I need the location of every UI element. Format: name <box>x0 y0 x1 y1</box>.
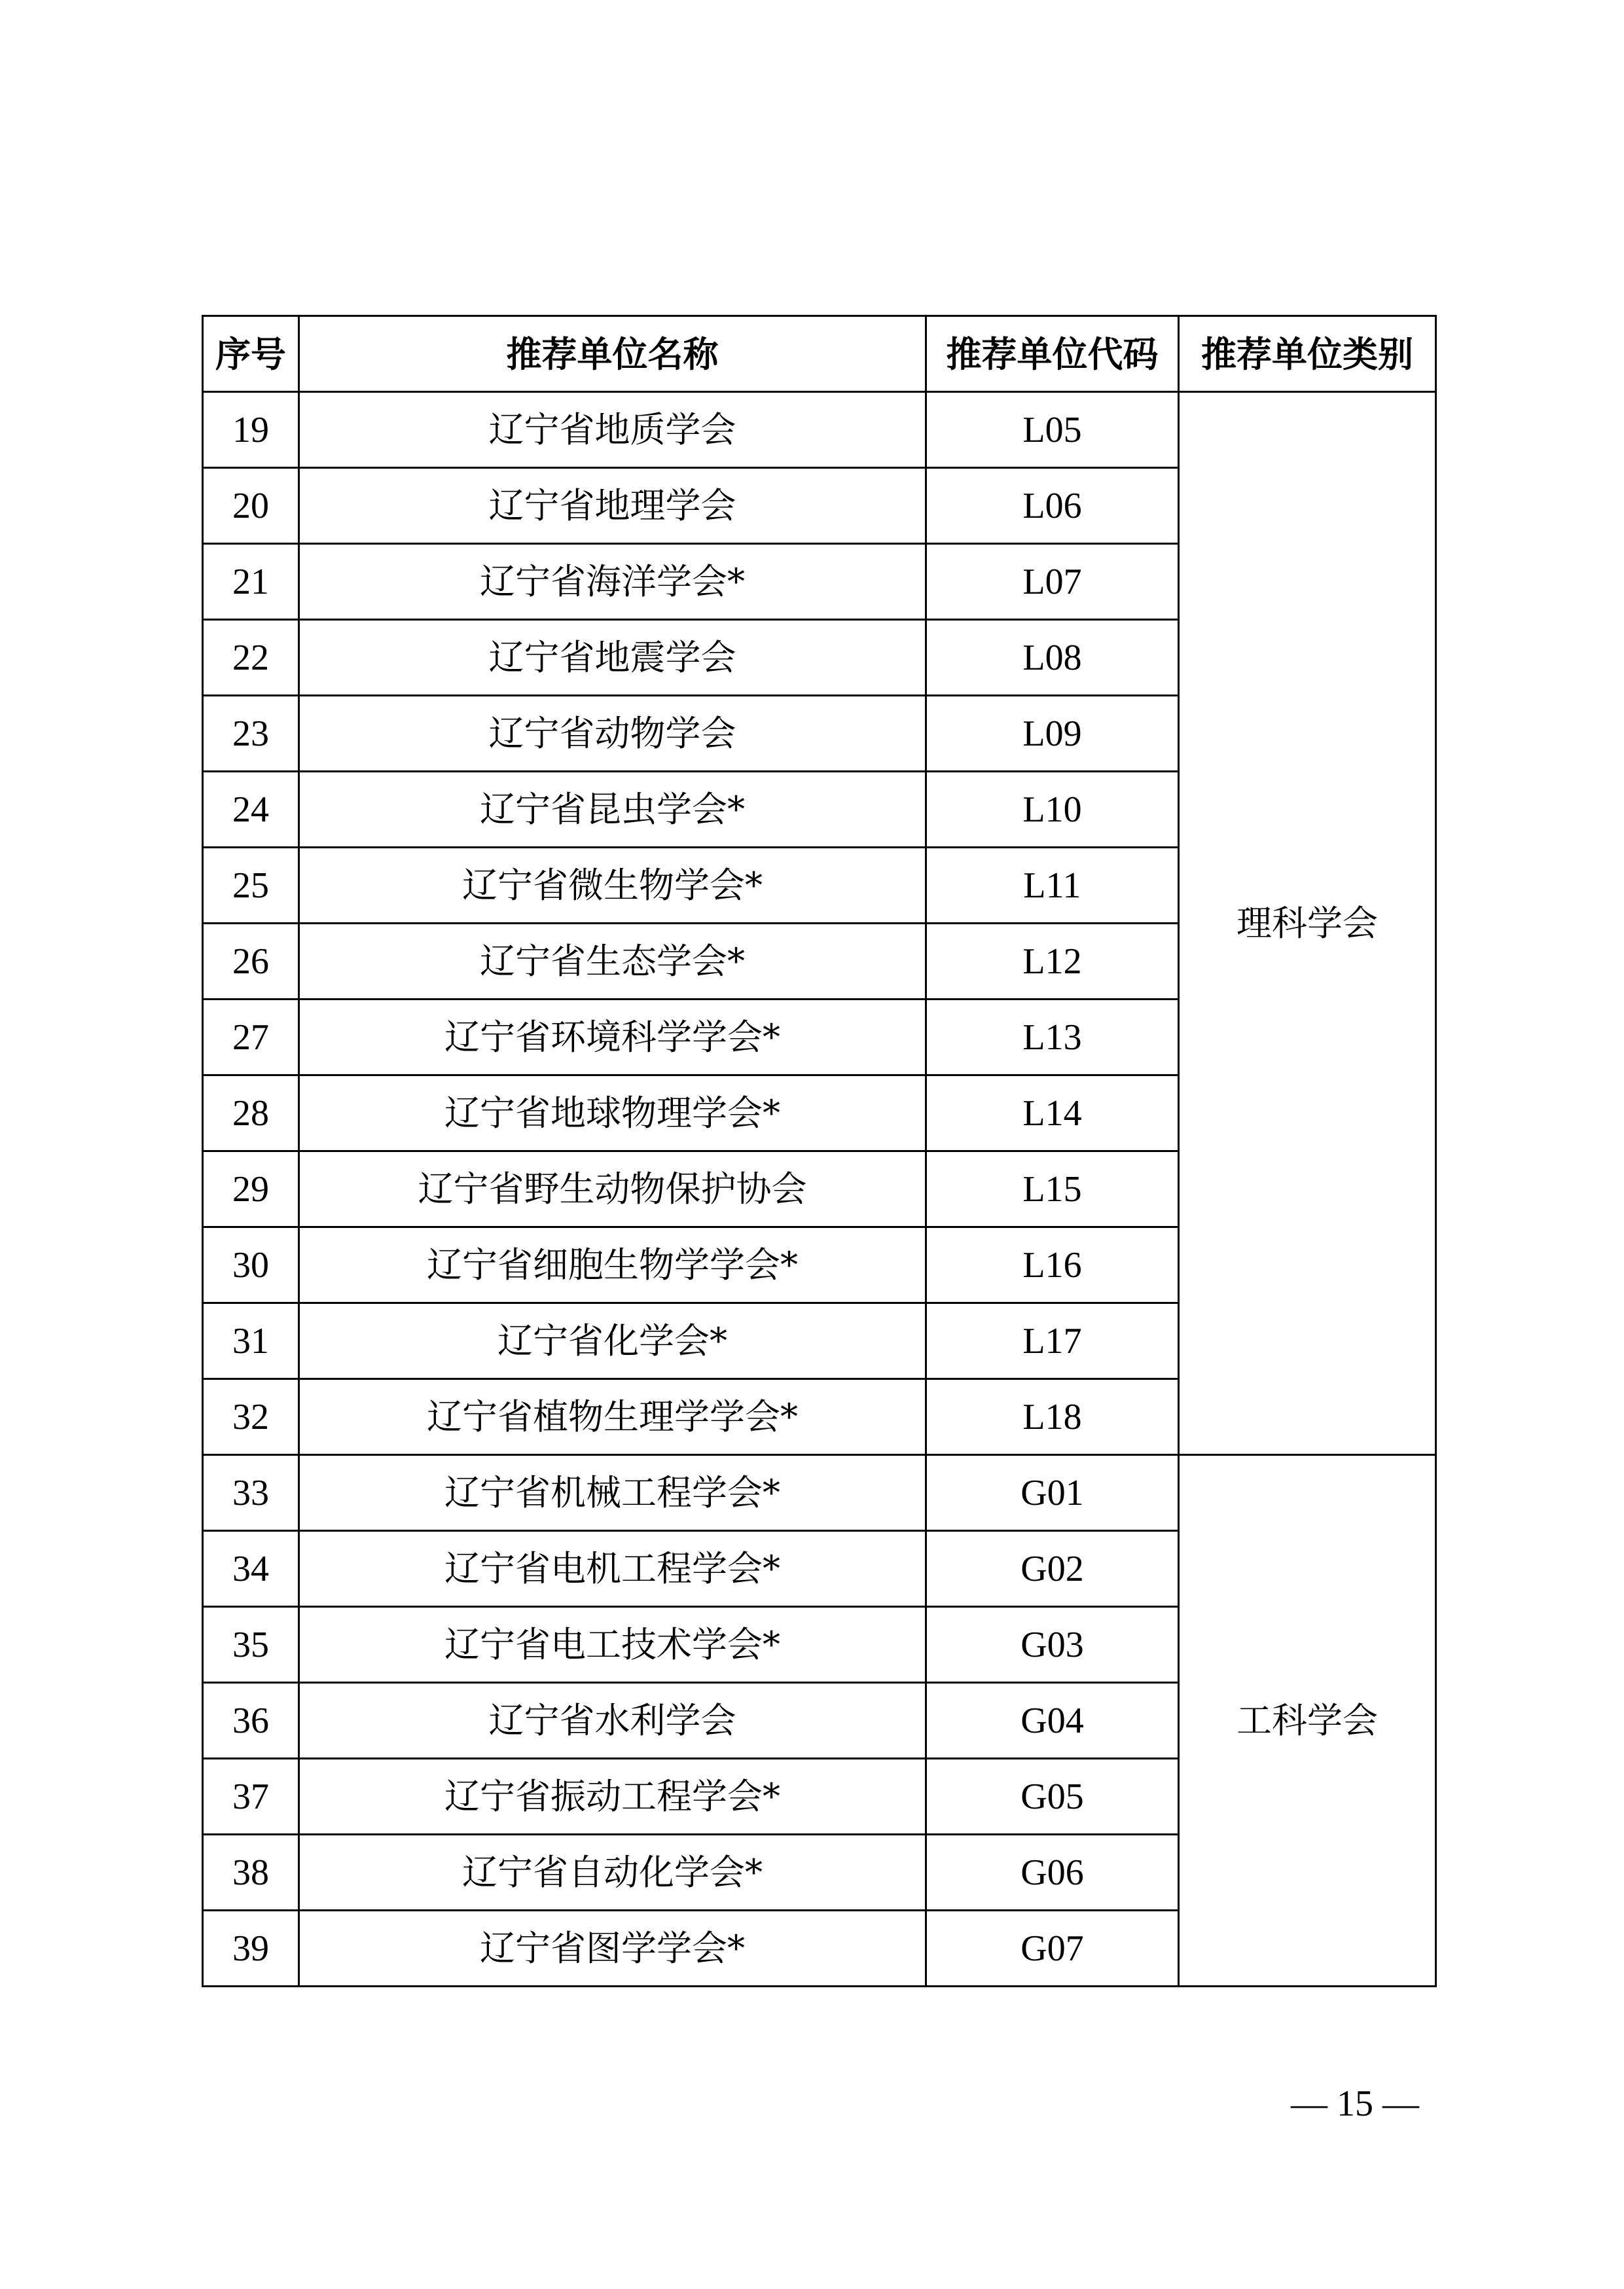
table-row <box>203 392 1436 468</box>
unit-code: L16 <box>926 1227 1179 1303</box>
unit-name: 辽宁省地质学会 <box>299 392 926 468</box>
unit-code: G04 <box>926 1683 1179 1759</box>
row-index: 35 <box>203 1607 299 1683</box>
unit-code: L13 <box>926 1000 1179 1075</box>
unit-name: 辽宁省振动工程学会* <box>299 1759 926 1835</box>
row-index: 26 <box>203 924 299 1000</box>
unit-name: 辽宁省环境科学学会* <box>299 1000 926 1075</box>
unit-code: L14 <box>926 1075 1179 1151</box>
unit-name: 辽宁省植物生理学学会* <box>299 1379 926 1455</box>
unit-code: L18 <box>926 1379 1179 1455</box>
row-index: 32 <box>203 1379 299 1455</box>
unit-name: 辽宁省动物学会 <box>299 696 926 772</box>
table-row <box>203 1455 1436 1531</box>
row-index: 23 <box>203 696 299 772</box>
unit-code: L07 <box>926 544 1179 620</box>
row-index: 19 <box>203 392 299 468</box>
row-index: 21 <box>203 544 299 620</box>
unit-code: G02 <box>926 1531 1179 1607</box>
header-unit-name: 推荐单位名称 <box>299 316 926 392</box>
unit-name: 辽宁省地理学会 <box>299 468 926 544</box>
row-index: 29 <box>203 1151 299 1227</box>
unit-name: 辽宁省微生物学会* <box>299 848 926 924</box>
table-header-row <box>203 316 1436 392</box>
unit-name: 辽宁省图学学会* <box>299 1911 926 1987</box>
unit-name: 辽宁省生态学会* <box>299 924 926 1000</box>
unit-name: 辽宁省化学会* <box>299 1303 926 1379</box>
unit-category: 工科学会 <box>1179 1455 1436 1987</box>
unit-code: L17 <box>926 1303 1179 1379</box>
header-unit-code: 推荐单位代码 <box>926 316 1179 392</box>
unit-name: 辽宁省细胞生物学学会* <box>299 1227 926 1303</box>
row-index: 30 <box>203 1227 299 1303</box>
unit-code: G06 <box>926 1835 1179 1911</box>
row-index: 38 <box>203 1835 299 1911</box>
unit-name: 辽宁省自动化学会* <box>299 1835 926 1911</box>
page-number: — 15 — <box>1291 2083 1419 2124</box>
row-index: 31 <box>203 1303 299 1379</box>
row-index: 20 <box>203 468 299 544</box>
row-index: 28 <box>203 1075 299 1151</box>
row-index: 25 <box>203 848 299 924</box>
unit-code: L15 <box>926 1151 1179 1227</box>
row-index: 34 <box>203 1531 299 1607</box>
row-index: 27 <box>203 1000 299 1075</box>
unit-code: L11 <box>926 848 1179 924</box>
unit-code: G03 <box>926 1607 1179 1683</box>
unit-name: 辽宁省电工技术学会* <box>299 1607 926 1683</box>
unit-name: 辽宁省水利学会 <box>299 1683 926 1759</box>
unit-name: 辽宁省地球物理学会* <box>299 1075 926 1151</box>
unit-code: L08 <box>926 620 1179 696</box>
row-index: 39 <box>203 1911 299 1987</box>
row-index: 33 <box>203 1455 299 1531</box>
recommending-units-table <box>202 315 1437 1987</box>
unit-name: 辽宁省海洋学会* <box>299 544 926 620</box>
unit-code: L10 <box>926 772 1179 848</box>
unit-code: L12 <box>926 924 1179 1000</box>
row-index: 22 <box>203 620 299 696</box>
row-index: 37 <box>203 1759 299 1835</box>
unit-name: 辽宁省电机工程学会* <box>299 1531 926 1607</box>
header-unit-category: 推荐单位类别 <box>1179 316 1436 392</box>
header-index: 序号 <box>203 316 299 392</box>
unit-name: 辽宁省地震学会 <box>299 620 926 696</box>
unit-name: 辽宁省昆虫学会* <box>299 772 926 848</box>
unit-code: G05 <box>926 1759 1179 1835</box>
unit-code: L06 <box>926 468 1179 544</box>
unit-code: L09 <box>926 696 1179 772</box>
row-index: 24 <box>203 772 299 848</box>
unit-code: G01 <box>926 1455 1179 1531</box>
unit-name: 辽宁省机械工程学会* <box>299 1455 926 1531</box>
unit-code: L05 <box>926 392 1179 468</box>
unit-category: 理科学会 <box>1179 392 1436 1455</box>
table-body <box>203 392 1436 1987</box>
unit-name: 辽宁省野生动物保护协会 <box>299 1151 926 1227</box>
unit-code: G07 <box>926 1911 1179 1987</box>
row-index: 36 <box>203 1683 299 1759</box>
